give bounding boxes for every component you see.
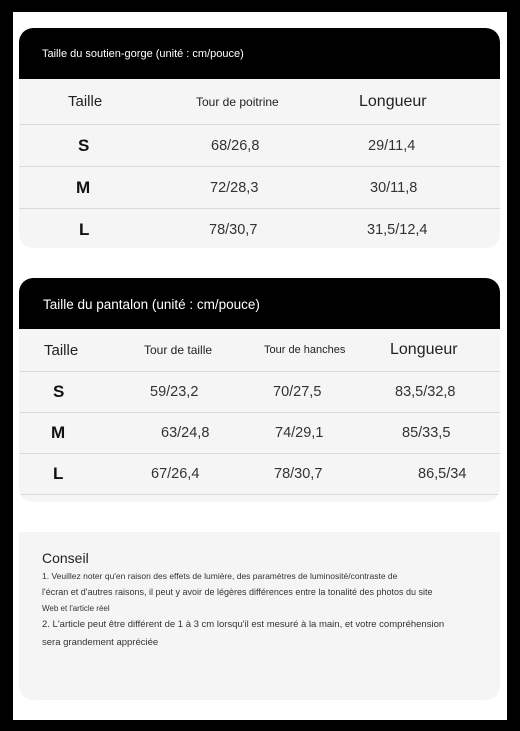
pants-row-hips: 74/29,1: [275, 425, 324, 441]
pants-row-waist: 59/23,2: [150, 384, 199, 400]
pants-row-hips: 70/27,5: [273, 384, 322, 400]
pants-table-title: Taille du pantalon (unité : cm/pouce): [43, 297, 260, 312]
pants-header-waist: Tour de taille: [144, 343, 213, 357]
bra-row-size: M: [76, 177, 91, 197]
bra-table-title-bar: [19, 28, 500, 79]
advice-note-2-line-2: sera grandement appréciée: [42, 637, 159, 649]
pants-row-length: 86,5/34: [418, 466, 467, 482]
pants-table-title-bar: [19, 278, 500, 329]
bra-table-title: Taille du soutien-gorge (unité : cm/pouce): [42, 48, 244, 60]
table-row: [19, 413, 500, 454]
pants-header-hips: Tour de hanches: [264, 344, 346, 356]
pants-row-size: L: [53, 464, 64, 483]
pants-row-length: 85/33,5: [402, 425, 451, 441]
advice-note-1-line-2: l'écran et d'autres raisons, il peut y avoir de légères différences entre la tonalité des photos du site: [42, 587, 433, 598]
advice-note-1-line-3: Web et l'article réel: [42, 604, 110, 614]
size-chart-page: [13, 12, 507, 720]
table-row: [19, 209, 500, 248]
pants-header-size: Taille: [44, 341, 79, 359]
bra-row-bust: 78/30,7: [209, 221, 258, 238]
pants-row-size: S: [53, 382, 65, 401]
bra-row-size: L: [79, 219, 90, 239]
bra-row-size: S: [78, 135, 90, 155]
pants-row-length: 83,5/32,8: [395, 384, 456, 400]
pants-row-waist: 67/26,4: [151, 466, 200, 482]
pants-header-length: Longueur: [390, 341, 458, 358]
bra-row-bust: 68/26,8: [211, 137, 260, 154]
bra-row-length: 30/11,8: [370, 179, 418, 196]
table-row: [19, 167, 500, 209]
bra-header-size: Taille: [68, 93, 103, 110]
bra-size-card: [19, 28, 500, 248]
table-row: [19, 454, 500, 495]
advice-card: [19, 532, 500, 700]
pants-row-waist: 63/24,8: [161, 425, 210, 441]
bra-row-length: 31,5/12,4: [367, 221, 428, 238]
pants-size-card: [19, 278, 500, 502]
advice-note-1: [42, 568, 492, 653]
bra-header-length: Longueur: [359, 92, 427, 110]
bra-row-length: 29/11,4: [368, 137, 416, 154]
pants-row-size: M: [51, 423, 66, 442]
advice-note-2-line-1: 2. L'article peut être différent de 1 à 3 cm lorsqu'il est mesuré à la main, et votre compréhension: [42, 619, 445, 631]
bra-row-bust: 72/28,3: [210, 179, 259, 196]
pants-table-header-row: [19, 329, 500, 372]
advice-note-1-line-1: 1. Veuillez noter qu'en raison des effets de lumière, des paramètres de luminosité/contraste de: [42, 571, 398, 581]
pants-row-hips: 78/30,7: [274, 466, 323, 482]
table-row: [19, 125, 500, 167]
table-row: [19, 372, 500, 413]
bra-header-bust: Tour de poitrine: [196, 94, 279, 109]
advice-title: Conseil: [42, 550, 89, 566]
bra-table-header-row: [19, 79, 500, 125]
